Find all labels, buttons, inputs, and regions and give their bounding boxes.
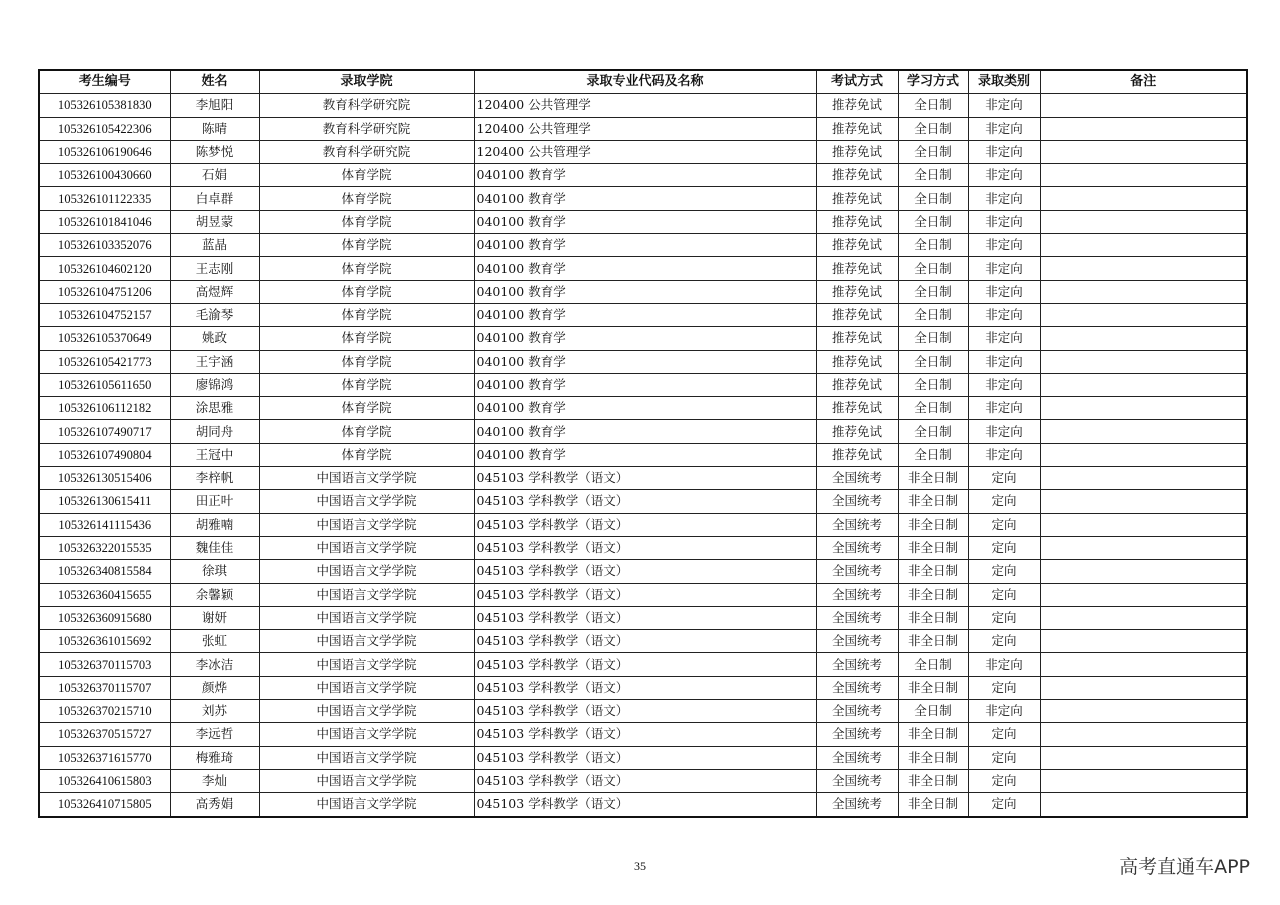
- cell-major: 045103 学科教学（语文）: [474, 513, 816, 536]
- cell-college: 体育学院: [259, 350, 474, 373]
- table-row: [39, 653, 1247, 676]
- cell-college: 中国语言文学学院: [259, 793, 474, 817]
- cell-remarks: [1040, 793, 1247, 817]
- table-row: [39, 700, 1247, 723]
- cell-study-mode: 非全日制: [898, 676, 968, 699]
- cell-study-mode: 非全日制: [898, 583, 968, 606]
- cell-remarks: [1040, 700, 1247, 723]
- cell-major: 045103 学科教学（语文）: [474, 653, 816, 676]
- cell-exam-method: 全国统考: [816, 723, 898, 746]
- cell-college: 中国语言文学学院: [259, 560, 474, 583]
- cell-name: 胡同舟: [170, 420, 259, 443]
- table-row: [39, 117, 1247, 140]
- cell-college: 体育学院: [259, 164, 474, 187]
- cell-admission-type: 定向: [968, 560, 1040, 583]
- cell-study-mode: 全日制: [898, 443, 968, 466]
- cell-candidate-id: 105326105421773: [39, 350, 170, 373]
- cell-name: 魏佳佳: [170, 536, 259, 559]
- cell-candidate-id: 105326104752157: [39, 303, 170, 326]
- cell-study-mode: 全日制: [898, 210, 968, 233]
- cell-remarks: [1040, 140, 1247, 163]
- cell-study-mode: 非全日制: [898, 560, 968, 583]
- cell-major: 040100 教育学: [474, 443, 816, 466]
- cell-study-mode: 全日制: [898, 303, 968, 326]
- cell-name: 谢妍: [170, 606, 259, 629]
- cell-college: 中国语言文学学院: [259, 467, 474, 490]
- table-row: [39, 723, 1247, 746]
- cell-name: 王冠中: [170, 443, 259, 466]
- cell-major: 120400 公共管理学: [474, 94, 816, 117]
- cell-study-mode: 非全日制: [898, 536, 968, 559]
- cell-major: 045103 学科教学（语文）: [474, 723, 816, 746]
- cell-remarks: [1040, 373, 1247, 396]
- cell-college: 中国语言文学学院: [259, 746, 474, 769]
- table-row: [39, 373, 1247, 396]
- cell-college: 体育学院: [259, 397, 474, 420]
- cell-study-mode: 全日制: [898, 234, 968, 257]
- cell-candidate-id: 105326410715805: [39, 793, 170, 817]
- cell-exam-method: 推荐免试: [816, 373, 898, 396]
- cell-college: 中国语言文学学院: [259, 536, 474, 559]
- cell-remarks: [1040, 723, 1247, 746]
- cell-remarks: [1040, 350, 1247, 373]
- cell-admission-type: 定向: [968, 536, 1040, 559]
- cell-name: 白卓群: [170, 187, 259, 210]
- table-row: [39, 583, 1247, 606]
- cell-remarks: [1040, 234, 1247, 257]
- cell-admission-type: 非定向: [968, 443, 1040, 466]
- cell-name: 李旭阳: [170, 94, 259, 117]
- table-row: [39, 280, 1247, 303]
- cell-major: 045103 学科教学（语文）: [474, 769, 816, 792]
- cell-admission-type: 非定向: [968, 653, 1040, 676]
- cell-remarks: [1040, 164, 1247, 187]
- cell-study-mode: 非全日制: [898, 769, 968, 792]
- table-row: [39, 606, 1247, 629]
- cell-college: 中国语言文学学院: [259, 606, 474, 629]
- cell-remarks: [1040, 94, 1247, 117]
- cell-admission-type: 定向: [968, 746, 1040, 769]
- cell-major: 120400 公共管理学: [474, 140, 816, 163]
- cell-candidate-id: 105326130515406: [39, 467, 170, 490]
- cell-name: 李远哲: [170, 723, 259, 746]
- cell-admission-type: 定向: [968, 630, 1040, 653]
- cell-major: 040100 教育学: [474, 397, 816, 420]
- cell-candidate-id: 105326101841046: [39, 210, 170, 233]
- cell-major: 040100 教育学: [474, 373, 816, 396]
- table-row: [39, 327, 1247, 350]
- cell-college: 体育学院: [259, 210, 474, 233]
- cell-name: 张虹: [170, 630, 259, 653]
- cell-name: 胡昱蒙: [170, 210, 259, 233]
- header-major: 录取专业代码及名称: [474, 70, 816, 94]
- cell-exam-method: 推荐免试: [816, 327, 898, 350]
- cell-major: 040100 教育学: [474, 187, 816, 210]
- cell-exam-method: 推荐免试: [816, 94, 898, 117]
- cell-admission-type: 定向: [968, 723, 1040, 746]
- cell-candidate-id: 105326141115436: [39, 513, 170, 536]
- cell-candidate-id: 105326105422306: [39, 117, 170, 140]
- cell-remarks: [1040, 420, 1247, 443]
- cell-college: 体育学院: [259, 234, 474, 257]
- cell-exam-method: 全国统考: [816, 746, 898, 769]
- cell-exam-method: 全国统考: [816, 513, 898, 536]
- cell-college: 中国语言文学学院: [259, 513, 474, 536]
- cell-candidate-id: 105326107490717: [39, 420, 170, 443]
- cell-admission-type: 定向: [968, 583, 1040, 606]
- cell-major: 045103 学科教学（语文）: [474, 583, 816, 606]
- cell-college: 中国语言文学学院: [259, 676, 474, 699]
- cell-major: 045103 学科教学（语文）: [474, 560, 816, 583]
- table-row: [39, 234, 1247, 257]
- cell-college: 体育学院: [259, 303, 474, 326]
- cell-exam-method: 推荐免试: [816, 280, 898, 303]
- cell-candidate-id: 105326361015692: [39, 630, 170, 653]
- cell-major: 045103 学科教学（语文）: [474, 606, 816, 629]
- table-row: [39, 397, 1247, 420]
- cell-study-mode: 非全日制: [898, 467, 968, 490]
- cell-major: 040100 教育学: [474, 234, 816, 257]
- cell-exam-method: 全国统考: [816, 653, 898, 676]
- cell-study-mode: 全日制: [898, 117, 968, 140]
- cell-study-mode: 全日制: [898, 187, 968, 210]
- cell-candidate-id: 105326130615411: [39, 490, 170, 513]
- cell-admission-type: 定向: [968, 513, 1040, 536]
- cell-name: 高秀娟: [170, 793, 259, 817]
- table-row: [39, 443, 1247, 466]
- cell-admission-type: 定向: [968, 467, 1040, 490]
- cell-remarks: [1040, 653, 1247, 676]
- header-study-mode: 学习方式: [898, 70, 968, 94]
- cell-admission-type: 非定向: [968, 327, 1040, 350]
- cell-admission-type: 非定向: [968, 700, 1040, 723]
- cell-exam-method: 推荐免试: [816, 234, 898, 257]
- cell-candidate-id: 105326103352076: [39, 234, 170, 257]
- table-row: [39, 350, 1247, 373]
- cell-admission-type: 非定向: [968, 420, 1040, 443]
- cell-study-mode: 全日制: [898, 257, 968, 280]
- cell-admission-type: 非定向: [968, 303, 1040, 326]
- admission-table: [38, 69, 1248, 818]
- table-row: [39, 630, 1247, 653]
- cell-study-mode: 非全日制: [898, 723, 968, 746]
- cell-name: 颜烨: [170, 676, 259, 699]
- table-row: [39, 140, 1247, 163]
- cell-major: 045103 学科教学（语文）: [474, 676, 816, 699]
- cell-admission-type: 非定向: [968, 373, 1040, 396]
- cell-admission-type: 非定向: [968, 350, 1040, 373]
- cell-remarks: [1040, 560, 1247, 583]
- cell-exam-method: 推荐免试: [816, 164, 898, 187]
- cell-name: 李灿: [170, 769, 259, 792]
- cell-admission-type: 定向: [968, 793, 1040, 817]
- cell-major: 040100 教育学: [474, 303, 816, 326]
- cell-exam-method: 全国统考: [816, 606, 898, 629]
- table-row: [39, 94, 1247, 117]
- cell-remarks: [1040, 397, 1247, 420]
- cell-admission-type: 定向: [968, 490, 1040, 513]
- page-number: 35: [634, 859, 646, 873]
- cell-candidate-id: 105326105370649: [39, 327, 170, 350]
- cell-major: 045103 学科教学（语文）: [474, 630, 816, 653]
- cell-study-mode: 非全日制: [898, 793, 968, 817]
- cell-study-mode: 全日制: [898, 164, 968, 187]
- cell-candidate-id: 105326104751206: [39, 280, 170, 303]
- cell-candidate-id: 105326107490804: [39, 443, 170, 466]
- cell-name: 毛渝琴: [170, 303, 259, 326]
- cell-candidate-id: 105326100430660: [39, 164, 170, 187]
- table-row: [39, 769, 1247, 792]
- cell-admission-type: 非定向: [968, 234, 1040, 257]
- cell-remarks: [1040, 513, 1247, 536]
- cell-major: 040100 教育学: [474, 350, 816, 373]
- cell-candidate-id: 105326106190646: [39, 140, 170, 163]
- table-row: [39, 164, 1247, 187]
- cell-college: 体育学院: [259, 187, 474, 210]
- cell-exam-method: 推荐免试: [816, 443, 898, 466]
- table-row: [39, 513, 1247, 536]
- cell-name: 蓝晶: [170, 234, 259, 257]
- table-row: [39, 420, 1247, 443]
- cell-name: 徐琪: [170, 560, 259, 583]
- cell-admission-type: 非定向: [968, 257, 1040, 280]
- table-row: [39, 303, 1247, 326]
- cell-study-mode: 全日制: [898, 653, 968, 676]
- header-candidate-id: 考生编号: [39, 70, 170, 94]
- table-body: [39, 94, 1247, 817]
- header-name: 姓名: [170, 70, 259, 94]
- cell-candidate-id: 105326322015535: [39, 536, 170, 559]
- cell-study-mode: 全日制: [898, 140, 968, 163]
- cell-exam-method: 推荐免试: [816, 303, 898, 326]
- cell-name: 田正叶: [170, 490, 259, 513]
- table-row: [39, 536, 1247, 559]
- cell-admission-type: 非定向: [968, 397, 1040, 420]
- cell-name: 刘苏: [170, 700, 259, 723]
- cell-remarks: [1040, 630, 1247, 653]
- cell-exam-method: 推荐免试: [816, 117, 898, 140]
- cell-exam-method: 推荐免试: [816, 187, 898, 210]
- cell-admission-type: 定向: [968, 769, 1040, 792]
- cell-candidate-id: 105326371615770: [39, 746, 170, 769]
- cell-college: 教育科学研究院: [259, 94, 474, 117]
- cell-study-mode: 非全日制: [898, 746, 968, 769]
- cell-candidate-id: 105326360915680: [39, 606, 170, 629]
- header-admission-type: 录取类别: [968, 70, 1040, 94]
- cell-college: 教育科学研究院: [259, 140, 474, 163]
- cell-name: 涂思雅: [170, 397, 259, 420]
- cell-remarks: [1040, 117, 1247, 140]
- table-row: [39, 257, 1247, 280]
- cell-major: 045103 学科教学（语文）: [474, 467, 816, 490]
- cell-admission-type: 非定向: [968, 280, 1040, 303]
- cell-candidate-id: 105326105611650: [39, 373, 170, 396]
- cell-remarks: [1040, 303, 1247, 326]
- cell-remarks: [1040, 443, 1247, 466]
- cell-major: 045103 学科教学（语文）: [474, 490, 816, 513]
- cell-study-mode: 全日制: [898, 700, 968, 723]
- cell-college: 中国语言文学学院: [259, 723, 474, 746]
- cell-study-mode: 全日制: [898, 350, 968, 373]
- cell-exam-method: 推荐免试: [816, 140, 898, 163]
- cell-study-mode: 全日制: [898, 397, 968, 420]
- table-row: [39, 560, 1247, 583]
- header-remarks: 备注: [1040, 70, 1247, 94]
- cell-name: 李梓帆: [170, 467, 259, 490]
- cell-exam-method: 全国统考: [816, 536, 898, 559]
- cell-admission-type: 非定向: [968, 94, 1040, 117]
- cell-name: 胡雅喃: [170, 513, 259, 536]
- cell-remarks: [1040, 187, 1247, 210]
- cell-remarks: [1040, 467, 1247, 490]
- cell-remarks: [1040, 210, 1247, 233]
- cell-name: 姚政: [170, 327, 259, 350]
- cell-name: 王志刚: [170, 257, 259, 280]
- cell-remarks: [1040, 746, 1247, 769]
- table-row: [39, 490, 1247, 513]
- header-exam-method: 考试方式: [816, 70, 898, 94]
- cell-exam-method: 全国统考: [816, 583, 898, 606]
- cell-name: 石娟: [170, 164, 259, 187]
- cell-candidate-id: 105326370215710: [39, 700, 170, 723]
- cell-name: 梅雅琦: [170, 746, 259, 769]
- cell-major: 120400 公共管理学: [474, 117, 816, 140]
- cell-remarks: [1040, 257, 1247, 280]
- cell-remarks: [1040, 676, 1247, 699]
- cell-remarks: [1040, 327, 1247, 350]
- cell-name: 王宇涵: [170, 350, 259, 373]
- table-row: [39, 676, 1247, 699]
- cell-name: 李冰洁: [170, 653, 259, 676]
- cell-remarks: [1040, 583, 1247, 606]
- table-row: [39, 746, 1247, 769]
- cell-exam-method: 全国统考: [816, 560, 898, 583]
- cell-remarks: [1040, 769, 1247, 792]
- cell-admission-type: 非定向: [968, 164, 1040, 187]
- cell-study-mode: 全日制: [898, 327, 968, 350]
- cell-major: 040100 教育学: [474, 164, 816, 187]
- cell-exam-method: 全国统考: [816, 630, 898, 653]
- header-college: 录取学院: [259, 70, 474, 94]
- cell-study-mode: 全日制: [898, 94, 968, 117]
- cell-college: 体育学院: [259, 280, 474, 303]
- cell-study-mode: 全日制: [898, 420, 968, 443]
- cell-candidate-id: 105326360415655: [39, 583, 170, 606]
- cell-admission-type: 非定向: [968, 140, 1040, 163]
- cell-exam-method: 全国统考: [816, 490, 898, 513]
- table-row: [39, 187, 1247, 210]
- cell-college: 体育学院: [259, 420, 474, 443]
- cell-college: 中国语言文学学院: [259, 630, 474, 653]
- cell-admission-type: 非定向: [968, 210, 1040, 233]
- cell-remarks: [1040, 606, 1247, 629]
- cell-college: 中国语言文学学院: [259, 700, 474, 723]
- cell-major: 040100 教育学: [474, 257, 816, 280]
- cell-study-mode: 非全日制: [898, 606, 968, 629]
- cell-name: 陈晴: [170, 117, 259, 140]
- cell-exam-method: 推荐免试: [816, 397, 898, 420]
- cell-study-mode: 全日制: [898, 280, 968, 303]
- cell-college: 体育学院: [259, 373, 474, 396]
- cell-exam-method: 全国统考: [816, 467, 898, 490]
- table-row: [39, 467, 1247, 490]
- cell-college: 体育学院: [259, 257, 474, 280]
- cell-candidate-id: 105326370115707: [39, 676, 170, 699]
- cell-name: 高煜辉: [170, 280, 259, 303]
- cell-college: 中国语言文学学院: [259, 583, 474, 606]
- cell-study-mode: 全日制: [898, 373, 968, 396]
- cell-candidate-id: 105326370115703: [39, 653, 170, 676]
- cell-major: 045103 学科教学（语文）: [474, 700, 816, 723]
- cell-admission-type: 定向: [968, 606, 1040, 629]
- cell-major: 045103 学科教学（语文）: [474, 536, 816, 559]
- cell-candidate-id: 105326340815584: [39, 560, 170, 583]
- cell-candidate-id: 105326106112182: [39, 397, 170, 420]
- cell-major: 040100 教育学: [474, 280, 816, 303]
- cell-candidate-id: 105326104602120: [39, 257, 170, 280]
- cell-exam-method: 全国统考: [816, 793, 898, 817]
- watermark: 高考直通车APP: [1119, 856, 1250, 878]
- cell-exam-method: 推荐免试: [816, 210, 898, 233]
- cell-admission-type: 定向: [968, 676, 1040, 699]
- cell-candidate-id: 105326410615803: [39, 769, 170, 792]
- table-row: [39, 793, 1247, 817]
- cell-college: 中国语言文学学院: [259, 769, 474, 792]
- cell-study-mode: 非全日制: [898, 630, 968, 653]
- cell-exam-method: 全国统考: [816, 676, 898, 699]
- cell-exam-method: 推荐免试: [816, 350, 898, 373]
- cell-admission-type: 非定向: [968, 117, 1040, 140]
- cell-exam-method: 全国统考: [816, 700, 898, 723]
- cell-candidate-id: 105326370515727: [39, 723, 170, 746]
- cell-exam-method: 推荐免试: [816, 257, 898, 280]
- cell-exam-method: 推荐免试: [816, 420, 898, 443]
- table-row: [39, 210, 1247, 233]
- cell-exam-method: 全国统考: [816, 769, 898, 792]
- cell-major: 045103 学科教学（语文）: [474, 793, 816, 817]
- cell-major: 040100 教育学: [474, 210, 816, 233]
- cell-remarks: [1040, 536, 1247, 559]
- cell-college: 中国语言文学学院: [259, 653, 474, 676]
- cell-name: 余馨颖: [170, 583, 259, 606]
- cell-college: 中国语言文学学院: [259, 490, 474, 513]
- cell-name: 廖锦鸿: [170, 373, 259, 396]
- cell-remarks: [1040, 490, 1247, 513]
- cell-admission-type: 非定向: [968, 187, 1040, 210]
- cell-candidate-id: 105326105381830: [39, 94, 170, 117]
- cell-major: 040100 教育学: [474, 420, 816, 443]
- cell-remarks: [1040, 280, 1247, 303]
- cell-major: 040100 教育学: [474, 327, 816, 350]
- cell-college: 体育学院: [259, 327, 474, 350]
- cell-major: 045103 学科教学（语文）: [474, 746, 816, 769]
- cell-study-mode: 非全日制: [898, 490, 968, 513]
- cell-candidate-id: 105326101122335: [39, 187, 170, 210]
- cell-college: 教育科学研究院: [259, 117, 474, 140]
- cell-name: 陈梦悦: [170, 140, 259, 163]
- cell-study-mode: 非全日制: [898, 513, 968, 536]
- cell-college: 体育学院: [259, 443, 474, 466]
- table-header-row: [39, 70, 1247, 94]
